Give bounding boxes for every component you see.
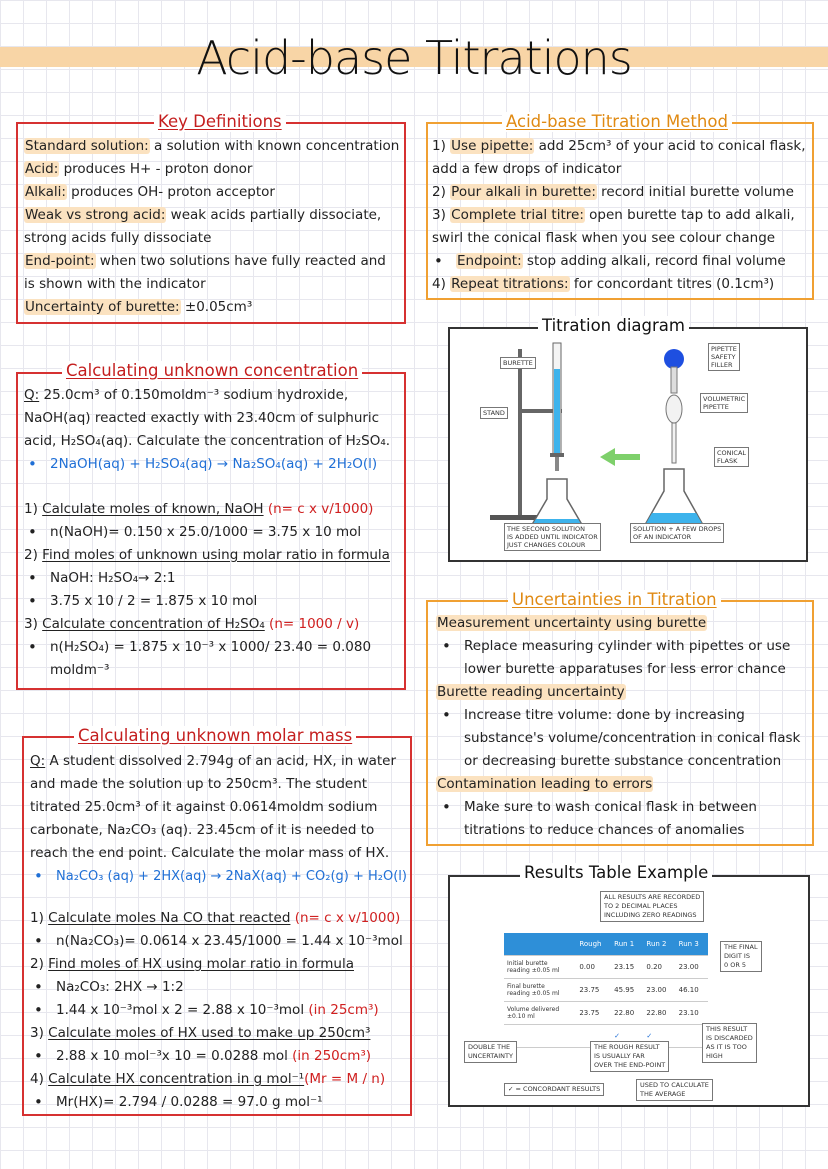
table-row [504,1002,708,1025]
diagram-title: Titration diagram [538,316,689,336]
transfer-arrow [600,448,640,466]
row-label: Final burette reading ±0.05 ml [504,979,576,1002]
unc-bullet-3b: titrations to reduce chances of anomalies [464,822,745,838]
unknown-concentration-title: Calculating unknown concentration [62,361,362,381]
tick-mark: ✓ [643,1025,675,1048]
unc-bullet-1a: • Replace measuring cylinder with pipettes or use [464,635,790,658]
table-row [504,956,708,979]
mm-step-3: 3) Calculate moles of HX used to make up 250cm³ [30,1025,371,1041]
header-cell [504,933,576,956]
note-double-uncertainty: DOUBLE THE UNCERTAINTY [464,1041,517,1063]
definition-line [24,135,399,158]
unc-heading-3: Contamination leading to errors [437,776,653,792]
row-label: Initial burette reading ±0.05 ml [504,956,576,979]
unc-bullet-3a: • Make sure to wash conical flask in between [464,796,757,819]
definition-line [24,296,252,319]
method-line-3: 2) Pour alkali in burette: record initial burette volume [432,184,794,200]
label-solution-drops: SOLUTION + A FEW DROPS OF AN INDICATOR [630,523,724,543]
definition-text: ±0.05cm³ [180,299,253,315]
unc-bullet-1b: lower burette apparatuses for less error chance [464,661,786,677]
note-discarded: THIS RESULT IS DISCARDED AS IT IS TOO HIGH [702,1023,757,1063]
unc-heading-1: Measurement uncertainty using burette [437,615,707,631]
mm-step-2: 2) Find moles of HX using molar ratio in formula [30,956,354,972]
table-cell: 23.10 [676,1002,708,1025]
uc-step-2: 2) Find moles of unknown using molar ratio in formula [24,547,390,563]
burette-liquid [554,369,560,453]
table-row [504,979,708,1002]
uc-step-2-ratio: • NaOH: H₂SO₄→ 2:1 [50,567,176,590]
label-second-solution: THE SECOND SOLUTION IS ADDED UNTIL INDICATOR JUST CHANGES COLOUR [504,523,601,551]
uc-step-3-calc: • n(H₂SO₄) = 1.875 x 10⁻³ x 1000/ 23.40 = 0.080 [50,636,371,659]
uncertainties-title: Uncertainties in Titration [508,590,721,610]
header-cell: Run 1 [611,933,643,956]
note-average: USED TO CALCULATE THE AVERAGE [636,1079,713,1101]
definition-line [24,158,252,181]
note-final-digit: THE FINAL DIGIT IS 0 OR 5 [720,941,762,972]
definition-term: Acid: [25,161,59,177]
table-cell: 0.00 [576,956,611,979]
method-line-6: • Endpoint: stop adding alkali, record final volume [456,250,786,273]
label-conical-flask: CONICAL FLASK [714,447,749,467]
table-cell: 46.10 [676,979,708,1002]
mm-step-2-calc: • 1.44 x 10⁻³mol x 2 = 2.88 x 10⁻³mol (in 25cm³) [56,999,379,1022]
table-cell: 22.80 [643,1002,675,1025]
uc-question-2: NaOH(aq) reacted exactly with 23.40cm of sulphuric [24,410,380,426]
mm-question-4: carbonate, Na₂CO₃ (aq). 23.45cm of it is needed to [30,822,375,838]
table-cell: 23.00 [643,979,675,1002]
mm-equation: • Na₂CO₃ (aq) + 2HX(aq) → 2NaX(aq) + CO₂(g) + H₂O(l) [56,865,407,888]
unc-bullet-2c: or decreasing burette substance concentration [464,753,782,769]
definition-term: Alkali: [25,184,66,200]
results-title: Results Table Example [520,863,712,883]
definition-text: strong acids fully dissociate [24,230,212,246]
mm-question-3: titrated 25.0cm³ of it against 0.0614moldm sodium [30,799,378,815]
results-panel [448,875,810,1107]
mm-step-4: 4) Calculate HX concentration in g mol⁻¹(Mr = M / n) [30,1071,386,1087]
uc-equation: • 2NaOH(aq) + H₂SO₄(aq) → Na₂SO₄(aq) + 2H₂O(l) [50,453,377,476]
uc-question-1: Q: 25.0cm³ of 0.150moldm⁻³ sodium hydroxide, [24,387,349,403]
table-cell: 45.95 [611,979,643,1002]
definition-term: End-point: [25,253,95,269]
definition-text: produces H+ - proton donor [59,161,253,177]
uc-step-3: 3) Calculate concentration of H₂SO₄ (n= 1000 / v) [24,616,360,632]
mm-question-1: Q: A student dissolved 2.794g of an acid, HX, in water [30,753,397,769]
uc-step-3-unit: moldm⁻³ [50,662,110,678]
pipette-filler-bulb [664,349,684,369]
header-cell: Run 3 [676,933,708,956]
table-cell: 22.80 [611,1002,643,1025]
definition-text: weak acids partially dissociate, [166,207,382,223]
definition-line [24,273,206,296]
definition-line [24,250,386,273]
table-cell: 23.75 [576,979,611,1002]
definition-text: is shown with the indicator [24,276,206,292]
results-table [504,933,708,1048]
label-stand: STAND [480,407,508,419]
label-volumetric-pipette: VOLUMETRIC PIPETTE [700,393,748,413]
definition-line [24,181,275,204]
table-cell: 23.15 [611,956,643,979]
results-header-row [504,933,708,956]
volumetric-pipette [666,395,682,423]
mm-step-3-calc: • 2.88 x 10 mol⁻³x 10 = 0.0288 mol (in 250cm³) [56,1045,371,1068]
key-definitions-title: Key Definitions [154,112,286,132]
unc-heading-2: Burette reading uncertainty [437,684,625,700]
table-cell: 0.20 [643,956,675,979]
mm-step-1: 1) Calculate moles Na CO that reacted (n= c x v/1000) [30,910,401,926]
tick-mark: ✓ [611,1025,643,1048]
definition-text: a solution with known concentration [149,138,400,154]
label-pipette-filler: PIPETTE SAFETY FILLER [708,343,740,371]
uc-step-1: 1) Calculate moles of known, NaOH (n= c x v/1000) [24,501,374,517]
unc-bullet-2b: substance's volume/concentration in conical flask [464,730,801,746]
uc-question-3: acid, H₂SO₄(aq). Calculate the concentration of H₂SO₄. [24,433,391,449]
method-line-7: 4) Repeat titrations: for concordant titres (0.1cm³) [432,276,775,292]
table-cell: 23.00 [676,956,708,979]
header-cell: Rough [576,933,611,956]
definition-line [24,204,381,227]
definition-text: when two solutions have fully reacted and [95,253,386,269]
molar-mass-title: Calculating unknown molar mass [74,726,356,746]
stand-rod [518,349,522,517]
uc-step-1-calc: • n(NaOH)= 0.150 x 25.0/1000 = 3.75 x 10 mol [50,521,361,544]
definition-term: Uncertainty of burette: [25,299,180,315]
method-line-2: add a few drops of indicator [432,161,622,177]
uc-step-2-calc: • 3.75 x 10 / 2 = 1.875 x 10 mol [50,590,257,613]
note-all-results: ALL RESULTS ARE RECORDED TO 2 DECIMAL PLACES INCLUDING ZERO READINGS [600,891,704,922]
titration-diagram [448,327,808,562]
table-cell: 23.75 [576,1002,611,1025]
definition-term: Weak vs strong acid: [25,207,166,223]
label-burette: BURETTE [500,357,536,369]
mm-question-2: and made the solution up to 250cm³. The student [30,776,368,792]
method-line-4: 3) Complete trial titre: open burette tap to add alkali, [432,207,795,223]
note-concordant: ✓ = CONCORDANT RESULTS [504,1083,604,1096]
mm-step-4-calc: • Mr(HX)= 2.794 / 0.0288 = 97.0 g mol⁻¹ [56,1091,323,1114]
page-title: Acid-base Titrations [196,31,632,85]
method-line-5: swirl the conical flask when you see colour change [432,230,776,246]
row-label: Volume delivered ±0.10 ml [504,1002,576,1025]
mm-step-2-ratio: • Na₂CO₃: 2HX → 1:2 [56,976,184,999]
mm-question-5: reach the end point. Calculate the molar mass of HX. [30,845,390,861]
method-title: Acid-base Titration Method [502,112,732,132]
unc-bullet-2a: • Increase titre volume: done by increasing [464,704,745,727]
definition-term: Standard solution: [25,138,149,154]
header-cell: Run 2 [643,933,675,956]
definition-text: produces OH- proton acceptor [66,184,275,200]
note-rough-result: THE ROUGH RESULT IS USUALLY FAR OVER THE END-POINT [590,1041,669,1072]
definition-line [24,227,211,250]
method-line-1: 1) Use pipette: add 25cm³ of your acid to conical flask, [432,138,806,154]
mm-step-1-calc: • n(Na₂CO₃)= 0.0614 x 23.45/1000 = 1.44 x 10⁻³mol [56,930,403,953]
